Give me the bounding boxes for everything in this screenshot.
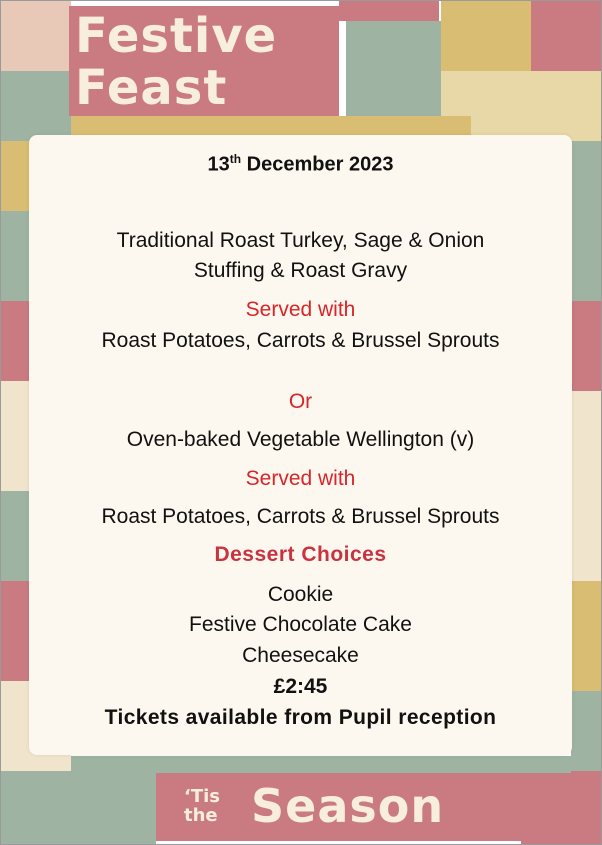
tis-the-season-banner [156, 773, 521, 841]
date-suffix: th [229, 152, 242, 166]
price: £2:45 [273, 675, 328, 698]
served-with-label-2: Served with [245, 467, 356, 490]
or-separator: Or [288, 390, 313, 413]
date-rest: December 2023 [241, 153, 394, 176]
sides-2: Roast Potatoes, Carrots & Brussel Sprouts [101, 505, 500, 528]
the-word: the [184, 805, 218, 826]
date-day: 13 [207, 153, 230, 176]
main-course-2: Oven-baked Vegetable Wellington (v) [126, 428, 475, 451]
dessert-item: Cookie [267, 583, 334, 606]
tickets-info: Tickets available from Pupil reception [104, 706, 497, 729]
main-course-1-line-1: Traditional Roast Turkey, Sage & Onion [116, 229, 485, 252]
dessert-item: Festive Chocolate Cake [189, 613, 412, 636]
title-line-1: Festive [75, 8, 278, 64]
dessert-heading: Dessert Choices [214, 543, 387, 566]
main-course-1-line-2: Stuffing & Roast Gravy [193, 259, 408, 282]
dessert-item: Cheesecake [242, 644, 359, 667]
season-word: Season [251, 779, 445, 833]
tis-word: ‘Tis [184, 786, 220, 807]
menu-panel [29, 135, 572, 755]
served-with-label-1: Served with [245, 298, 356, 321]
tis-the-text [184, 787, 220, 825]
title-line-2: Feast [75, 60, 228, 116]
festive-feast-title [69, 6, 339, 116]
event-date [29, 152, 572, 177]
sides-1: Roast Potatoes, Carrots & Brussel Sprouts [101, 329, 500, 352]
